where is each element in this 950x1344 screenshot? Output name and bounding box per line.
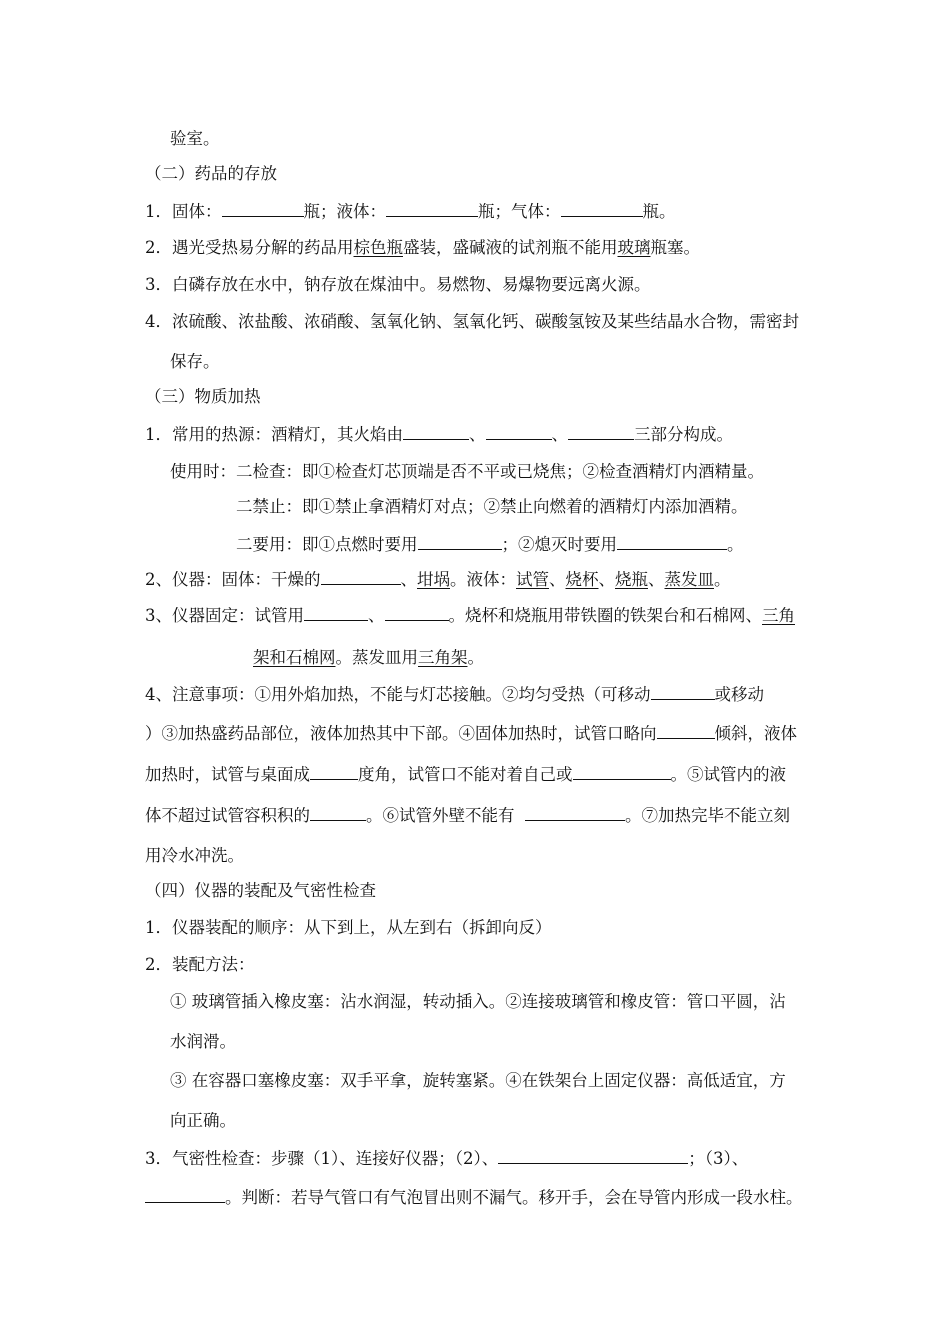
heating-item-4-cont-3: 体不超过试管容积积的 。⑥试管外壁不能有 。⑦加热完毕不能立刻: [145, 806, 790, 825]
assembly-item-1: 1．仪器装配的顺序：从下到上，从左到右（拆卸向反）: [145, 918, 552, 937]
blank-field[interactable]: [418, 534, 502, 550]
heating-item-4-cont-1: ）③加热盛药品部位，液体加热其中下部。④固体加热时，试管口略向 倾斜，液体: [145, 724, 797, 743]
storage-item-4: 4．浓硫酸、浓盐酸、浓硝酸、氢氧化钠、氢氧化钙、碳酸氢铵及某些结晶水合物，需密封: [145, 312, 799, 331]
heating-item-4-cont-2: 加热时，试管与桌面成 度角，试管口不能对着自己或 。⑤试管内的液: [145, 765, 786, 784]
heating-item-2: 2、仪器：固体：干燥的 、坩埚。液体：试管、烧杯、烧瓶、蒸发皿。: [145, 570, 731, 589]
blank-field[interactable]: [657, 723, 715, 739]
assembly-method-1: ① 玻璃管插入橡皮塞：沾水润湿，转动插入。②连接玻璃管和橡皮管：管口平圆，沾: [170, 992, 786, 1011]
storage-item-3: 3．白磷存放在水中，钠存放在煤油中。易燃物、易爆物要远离火源。: [145, 275, 651, 294]
assembly-method-1-cont: 水润滑。: [170, 1032, 236, 1051]
blank-field[interactable]: [568, 424, 634, 440]
section-heading-heating: （三）物质加热: [145, 387, 261, 406]
storage-item-2: 2．遇光受热易分解的药品用棕色瓶盛装，盛碱液的试剂瓶不能用玻璃瓶塞。: [145, 238, 700, 257]
blank-field[interactable]: [304, 605, 368, 621]
assembly-method-2-cont: 向正确。: [170, 1111, 236, 1130]
assembly-item-2: 2．装配方法：: [145, 955, 255, 974]
section-heading-storage: （二）药品的存放: [145, 164, 277, 183]
airtightness-check: 3．气密性检查：步骤（1）、连接好仪器；（2）、 ；（3）、: [145, 1149, 749, 1168]
storage-item-1: 1．固体： 瓶；液体： 瓶；气体： 瓶。: [145, 202, 676, 221]
blank-field[interactable]: [222, 201, 304, 217]
blank-field[interactable]: [525, 805, 625, 821]
blank-field[interactable]: [386, 201, 478, 217]
section-heading-assembly: （四）仪器的装配及气密性检查: [145, 881, 376, 900]
blank-field[interactable]: [617, 534, 727, 550]
blank-field[interactable]: [145, 1187, 225, 1203]
lamp-checks: 使用时：二检查：即①检查灯芯顶端是否不平或已烧焦；②检查酒精灯内酒精量。: [170, 462, 764, 481]
heating-item-4: 4、注意事项：①用外焰加热，不能与灯芯接触。②均匀受热（可移动 或移动: [145, 685, 764, 704]
blank-field[interactable]: [385, 605, 449, 621]
heating-item-4-cont-4: 用冷水冲洗。: [145, 846, 244, 865]
heating-item-3: 3、仪器固定：试管用 、 。烧杯和烧瓶用带铁圈的铁架台和石棉网、三角: [145, 606, 795, 625]
blank-field[interactable]: [310, 764, 358, 780]
lamp-usage: 二要用：即①点燃时要用 ；②熄灭时要用 。: [236, 535, 744, 554]
storage-item-4-cont: 保存。: [170, 352, 220, 371]
blank-field[interactable]: [573, 764, 671, 780]
assembly-method-2: ③ 在容器口塞橡皮塞：双手平拿，旋转塞紧。④在铁架台上固定仪器：高低适宜，方: [170, 1071, 786, 1090]
blank-field[interactable]: [321, 569, 401, 585]
airtightness-check-cont: 。判断：若导气管口有气泡冒出则不漏气。移开手，会在导管内形成一段水柱。: [145, 1187, 803, 1209]
line-continuation: 验室。: [170, 129, 220, 148]
blank-field[interactable]: [561, 201, 643, 217]
blank-field[interactable]: [403, 424, 469, 440]
blank-field[interactable]: [651, 684, 715, 700]
heating-item-1: 1．常用的热源：酒精灯，其火焰由 、 、 三部分构成。: [145, 425, 733, 444]
heating-item-3-cont: 架和石棉网。蒸发皿用三角架。: [253, 648, 484, 667]
lamp-prohibitions: 二禁止：即①禁止拿酒精灯对点；②禁止向燃着的酒精灯内添加酒精。: [236, 497, 748, 516]
blank-field[interactable]: [486, 424, 552, 440]
blank-field[interactable]: [498, 1148, 688, 1164]
blank-field[interactable]: [310, 805, 366, 821]
